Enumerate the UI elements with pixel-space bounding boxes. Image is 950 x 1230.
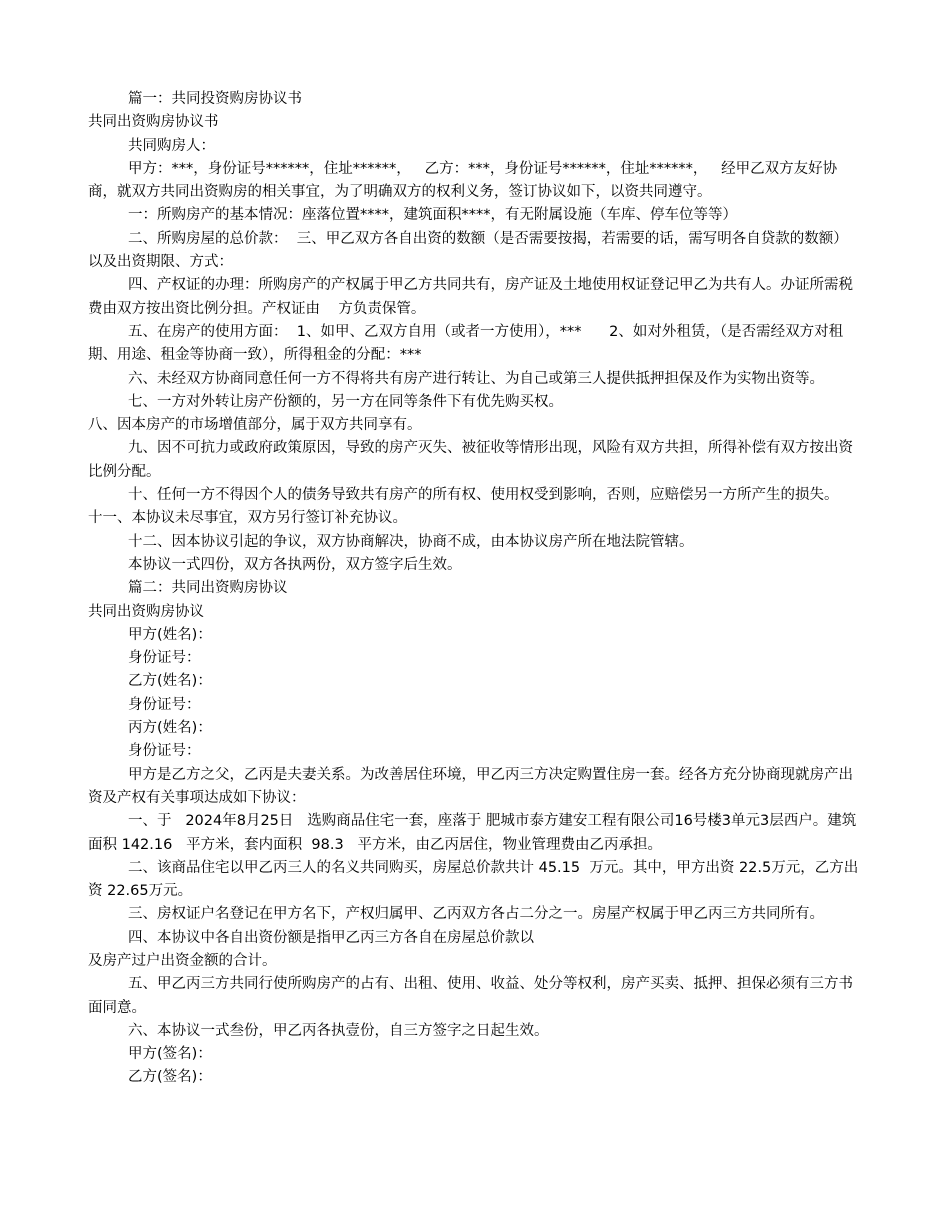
document-paragraph: 及房产过户出资金额的合计。 — [88, 952, 277, 969]
document-paragraph: 身份证号： — [128, 696, 201, 713]
document-paragraph: 篇一：共同投资购房协议书 — [128, 91, 302, 107]
document-paragraph: 甲方(签名)： — [128, 1046, 212, 1063]
document-paragraph: 十、任何一方不得因个人的债务导致共有房产的所有权、使用权受到影响，否则，应赔偿另一方所产生的损失。 十一、本协议未尽事宜，双方另行签订补充协议。 — [88, 487, 853, 527]
document-paragraph: 甲方：***，身份证号******，住址******， 乙方：***，身份证号******，住址******， 经甲乙双方友好协商，就双方共同出资购房的相关事宜，为了明确双方的权利义务，签订协议如下，以资共同遵守。 — [88, 160, 838, 201]
document-paragraph: 乙方(姓名)： — [128, 673, 212, 690]
document-paragraph: 五、在房产的使用方面： 1、如甲、乙双方自用（或者一方使用），*** 2、如对外租赁，（是否需经双方对租期、用途、租金等协商一致），所得租金的分配：*** — [88, 323, 844, 364]
document-paragraph: 六、本协议一式叁份，甲乙丙各执壹份，自三方签字之日起生效。 — [128, 1022, 549, 1039]
document-paragraph: 共同出资购房协议书 — [88, 114, 219, 131]
document-paragraph: 七、一方对外转让房产份额的，另一方在同等条件下有优先购买权。 — [128, 393, 563, 410]
document-body — [88, 88, 862, 1090]
document-paragraph: 八、因本房产的市场增值部分，属于双方共同享有。 — [88, 417, 422, 434]
document-paragraph: 一：所购房产的基本情况：座落位置****，建筑面积****，有无附属设施（车库、停车位等等） — [128, 207, 737, 224]
document-paragraph: 身份证号： — [128, 650, 201, 667]
document-paragraph: 共同购房人： — [128, 137, 215, 154]
document-paragraph: 身份证号： — [128, 743, 201, 760]
document-paragraph: 四、本协议中各自出资份额是指甲乙丙三方各自在房屋总价款以 — [128, 929, 534, 946]
document-paragraph: 二、所购房屋的总价款： 三、甲乙双方各自出资的数额（是否需要按揭，若需要的话，需写明各自贷款的数额）以及出资期限、方式： — [88, 230, 848, 271]
document-paragraph: 共同出资购房协议 — [88, 603, 204, 620]
document-paragraph: 五、甲乙丙三方共同行使所购房产的占有、出租、使用、收益、处分等权利，房产买卖、抵押、担保必须有三方书面同意。 — [88, 976, 853, 1016]
document-paragraph: 二、该商品住宅以甲乙丙三人的名义共同购买，房屋总价款共计 45.15 万元。其中，甲方出资 22.5万元，乙方出资 22.65万元。 — [88, 859, 859, 900]
document-paragraph: 丙方(姓名)： — [128, 720, 212, 737]
document-paragraph: 甲方(姓名)： — [128, 626, 212, 643]
document-paragraph: 四、产权证的办理：所购房产的产权属于甲乙方共同共有，房产证及土地使用权证登记甲乙为共有人。办证所需税费由双方按出资比例分担。产权证由 方负责保管。 — [88, 277, 853, 317]
document-paragraph: 九、因不可抗力或政府政策原因，导致的房产灭失、被征收等情形出现，风险有双方共担，所得补偿有双方按出资比例分配。 — [88, 440, 853, 480]
document-paragraph: 乙方(签名)： — [128, 1069, 212, 1086]
document-paragraph: 一、于 2024年8月25日 选购商品住宅一套，座落于 肥城市泰方建安工程有限公司16号楼3单元3层西户。建筑面积 142.16 平方米，套内面积 98.3 平方米，由乙丙居住，物业管理费由乙丙承担。 — [88, 813, 857, 853]
document-paragraph: 六、未经双方协商同意任何一方不得将共有房产进行转让、为自己或第三人提供抵押担保及作为实物出资等。 — [128, 370, 824, 387]
document-paragraph: 十二、因本协议引起的争议，双方协商解决，协商不成，由本协议房产所在地法院管辖。 — [128, 533, 694, 550]
document-paragraph: 本协议一式四份，双方各执两份，双方签字后生效。 — [128, 556, 462, 573]
document-paragraph: 甲方是乙方之父，乙丙是夫妻关系。为改善居住环境，甲乙丙三方决定购置住房一套。经各方充分协商现就房产出资及产权有关事项达成如下协议： — [88, 766, 853, 806]
document-paragraph: 篇二：共同出资购房协议 — [128, 580, 288, 597]
document-paragraph: 三、房权证户名登记在甲方名下，产权归属甲、乙丙双方各占二分之一。房屋产权属于甲乙丙三方共同所有。 — [128, 906, 824, 923]
